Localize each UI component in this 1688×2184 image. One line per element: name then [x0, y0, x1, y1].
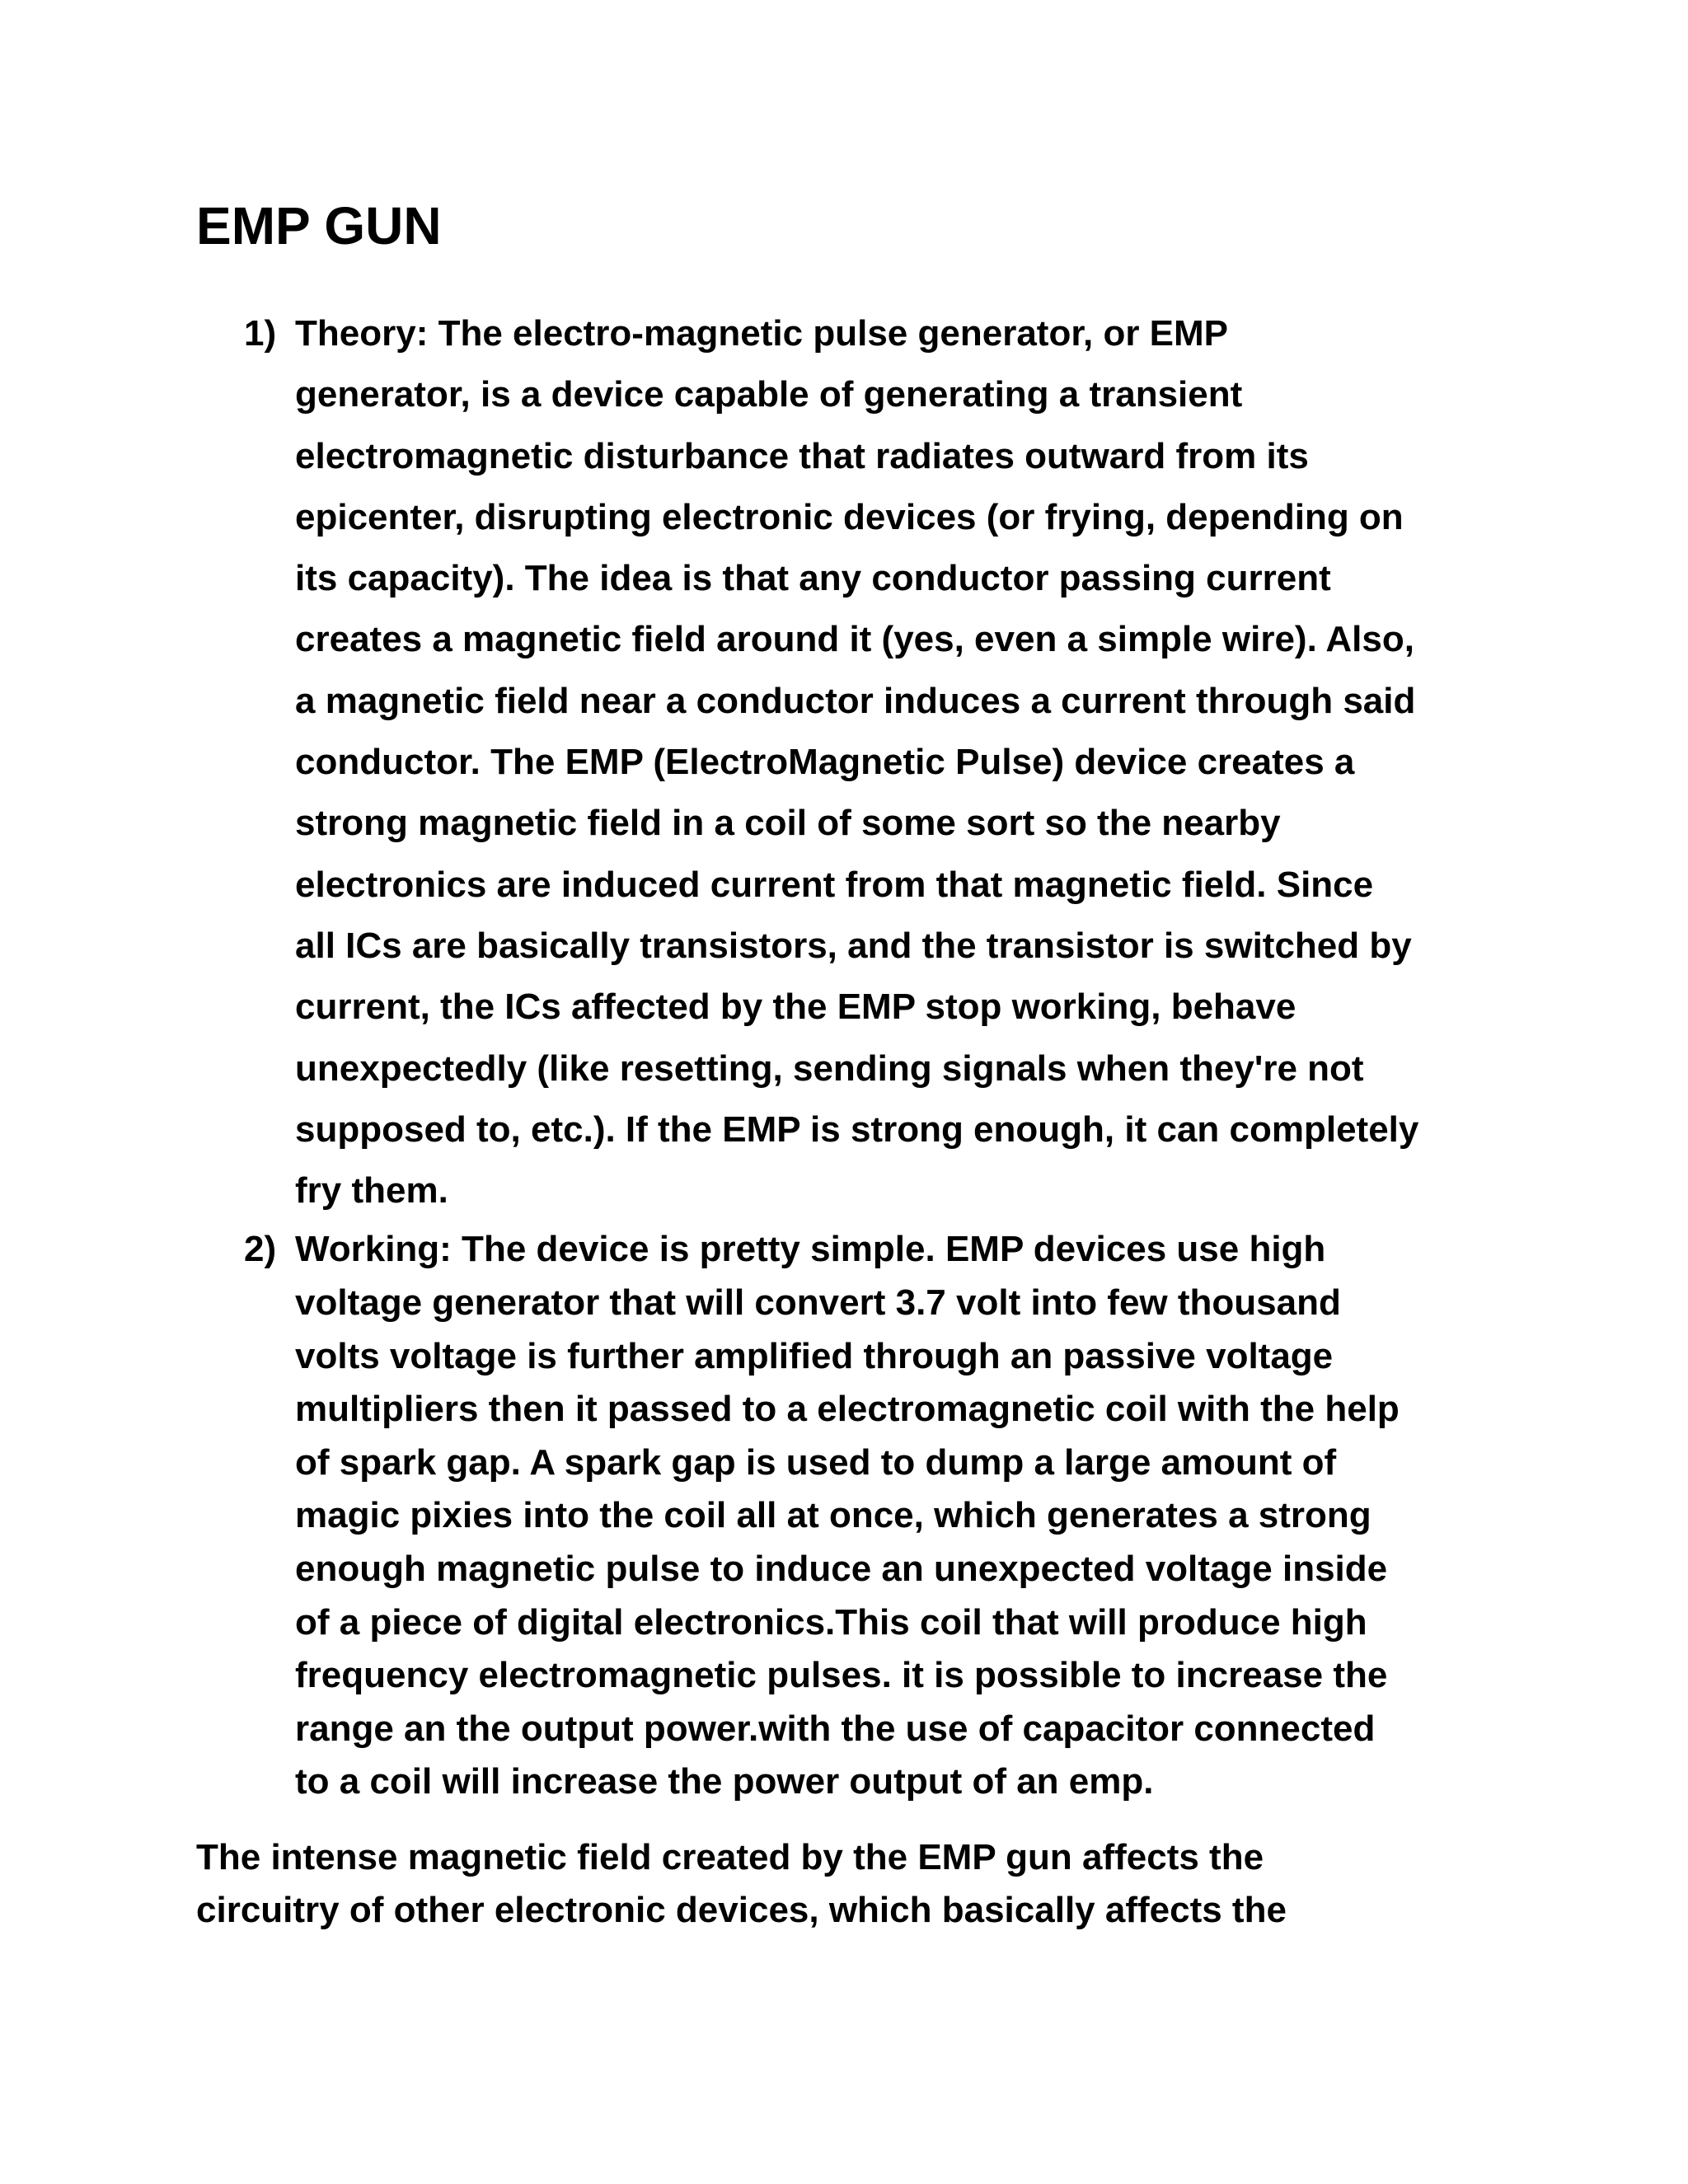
paragraph-line: supposed to, etc.). If the EMP is strong enough, it can completely — [295, 1108, 1419, 1150]
paragraph-line: range an the output power.with the use of capacitor connected — [295, 1708, 1376, 1749]
paragraph-line: current, the ICs affected by the EMP stop working, behave — [295, 987, 1296, 1028]
list-marker: 1) — [244, 313, 277, 354]
paragraph-line: conductor. The EMP (ElectroMagnetic Pulse) device creates a — [295, 742, 1355, 783]
document-title: EMP GUN — [196, 196, 442, 255]
paragraph-line: enough magnetic pulse to induce an unexpected voltage inside — [295, 1549, 1388, 1590]
paragraph-line: circuitry of other electronic devices, which basically affects the — [196, 1890, 1287, 1930]
paragraph-line: all ICs are basically transistors, and the transistor is switched by — [295, 925, 1412, 966]
paragraph-line: its capacity). The idea is that any conductor passing current — [295, 558, 1331, 599]
paragraph-line: The intense magnetic field created by the EMP gun affects the — [196, 1837, 1264, 1877]
numbered-list — [196, 303, 1482, 1809]
list-marker: 2) — [244, 1229, 277, 1270]
paragraph-line: strong magnetic field in a coil of some sort so the nearby — [295, 803, 1281, 844]
paragraph-line: epicenter, disrupting electronic devices (or frying, depending on — [295, 496, 1404, 537]
paragraph-line: electromagnetic disturbance that radiates outward from its — [295, 435, 1309, 476]
paragraph-line: frequency electromagnetic pulses. it is possible to increase the — [295, 1655, 1388, 1696]
paragraph-line: to a coil will increase the power output of an emp. — [295, 1761, 1154, 1802]
paragraph-line: unexpectedly (like resetting, sending signals when they're not — [295, 1047, 1364, 1089]
paragraph-line: Theory: The electro-magnetic pulse generator, or EMP — [295, 313, 1229, 354]
closing-paragraph — [196, 1831, 1482, 1937]
paragraph-line: electronics are induced current from that magnetic field. Since — [295, 864, 1374, 905]
paragraph-line: a magnetic field near a conductor induces a current through said — [295, 680, 1416, 721]
paragraph-line: Working: The device is pretty simple. EMP devices use high — [295, 1229, 1326, 1270]
paragraph-line: fry them. — [295, 1170, 448, 1212]
paragraph-line: generator, is a device capable of generating a transient — [295, 374, 1243, 415]
paragraph-line: volts voltage is further amplified through an passive voltage — [295, 1335, 1334, 1376]
paragraph-line: of a piece of digital electronics.This coil that will produce high — [295, 1601, 1367, 1643]
paragraph-line: voltage generator that will convert 3.7 volt into few thousand — [295, 1282, 1341, 1324]
list-item — [196, 303, 1482, 1221]
paragraph-line: of spark gap. A spark gap is used to dump a large amount of — [295, 1441, 1337, 1483]
list-item — [196, 1223, 1482, 1809]
paragraph-line: creates a magnetic field around it (yes, even a simple wire). Also, — [295, 619, 1414, 660]
paragraph-line: multipliers then it passed to a electromagnetic coil with the help — [295, 1389, 1400, 1430]
paragraph-line: magic pixies into the coil all at once, which generates a strong — [295, 1495, 1372, 1536]
